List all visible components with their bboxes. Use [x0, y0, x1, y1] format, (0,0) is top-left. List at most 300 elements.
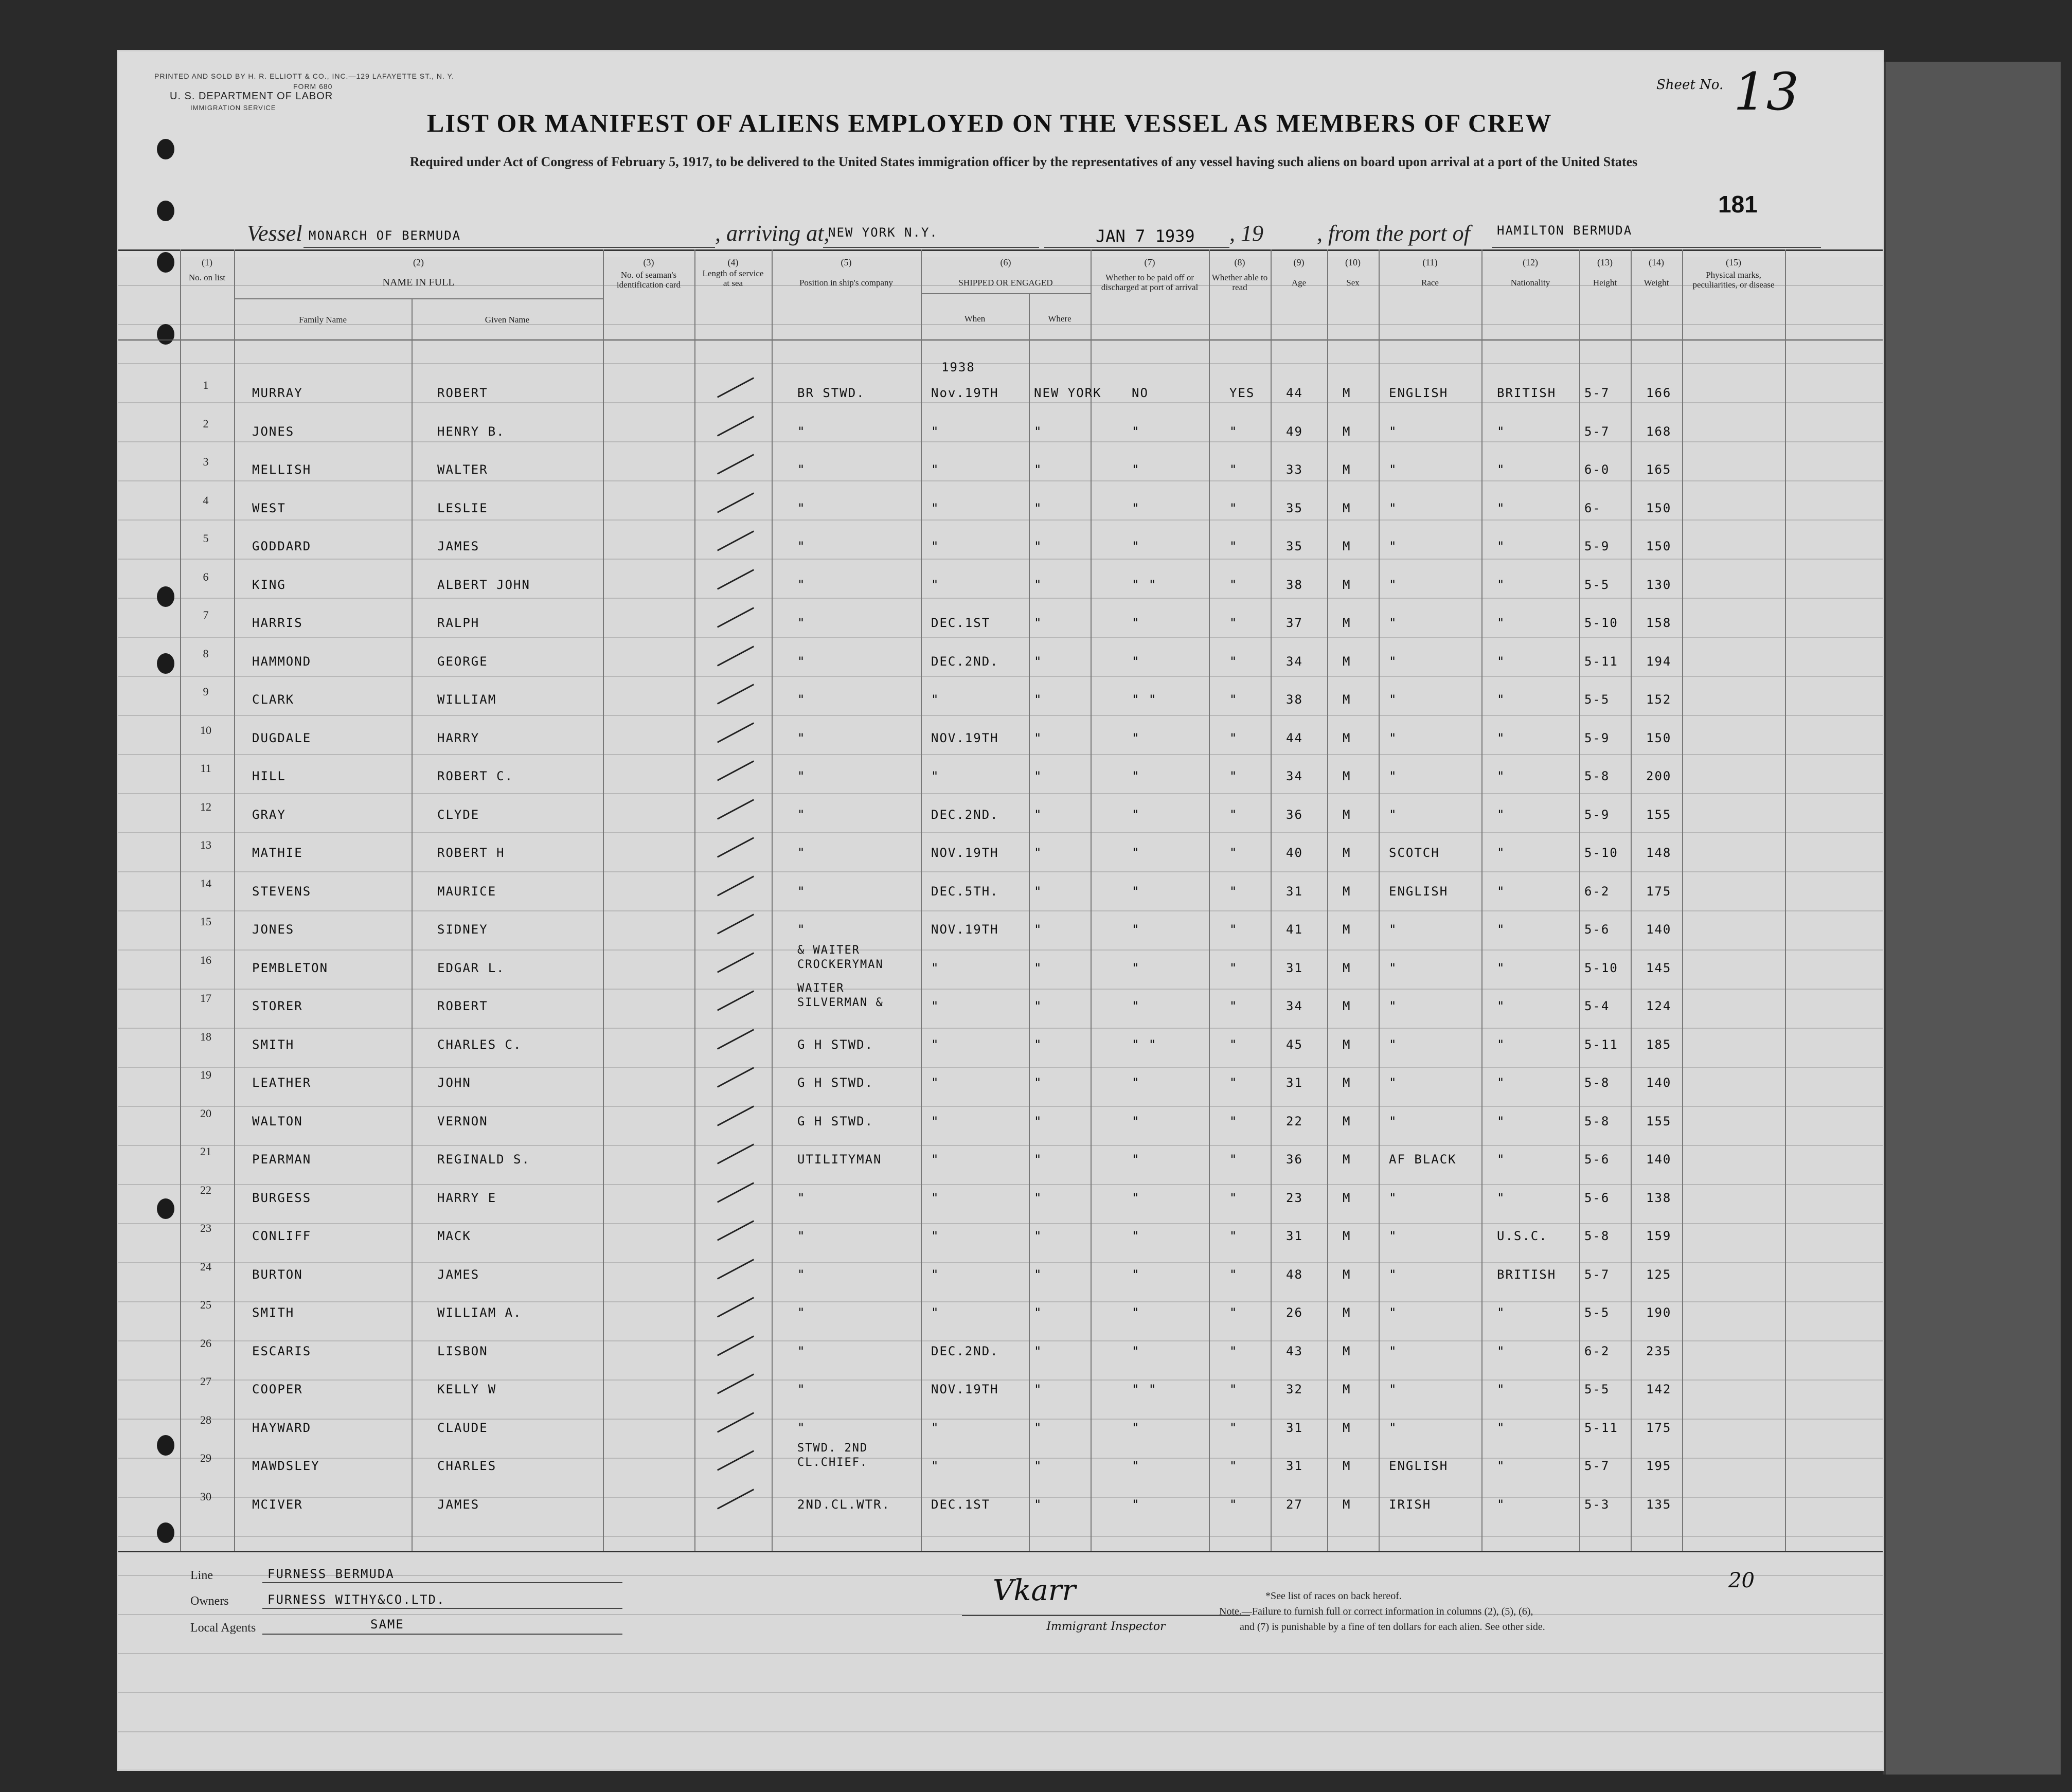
row-number: 12 [200, 800, 211, 813]
vessel-name: MONARCH OF BERMUDA [309, 228, 461, 243]
col-divider [1271, 249, 1272, 1551]
sex-cell: M [1343, 1305, 1351, 1320]
age-cell: 33 [1286, 462, 1303, 477]
service-checkmark [717, 454, 754, 474]
paid-off-cell: " " [1132, 577, 1157, 592]
age-cell: 40 [1286, 846, 1303, 860]
col-header-paid-off: Whether to be paid off or discharged at port of arrival [1101, 273, 1199, 292]
row-number: 22 [200, 1183, 211, 1196]
binder-hole [157, 139, 174, 159]
shipped-when-cell: DEC.2ND. [931, 807, 999, 822]
paid-off-cell: " " [1132, 1037, 1157, 1052]
given-name-cell: CLYDE [437, 807, 480, 822]
family-name-cell: CONLIFF [252, 1229, 312, 1243]
paid-off-cell: " " [1132, 692, 1157, 707]
race-cell: " [1389, 1076, 1398, 1090]
nationality-cell: " [1497, 1420, 1506, 1435]
height-cell: 5-10 [1584, 616, 1618, 630]
weight-cell: 194 [1646, 654, 1672, 669]
col-divider [1682, 249, 1683, 1551]
able-read-cell: " [1229, 1037, 1238, 1052]
able-read-cell: " [1229, 616, 1238, 630]
position-cell: " [797, 1229, 806, 1243]
family-name-cell: ESCARIS [252, 1343, 312, 1358]
inspector-signature: Vkarr [993, 1574, 1076, 1607]
row-number: 10 [200, 723, 211, 737]
col-header-height: Height [1593, 278, 1617, 288]
race-cell: " [1389, 1190, 1398, 1205]
row-number: 21 [200, 1145, 211, 1158]
weight-cell: 130 [1646, 577, 1672, 592]
shipped-where-cell: " [1034, 1152, 1043, 1167]
family-name-cell: BURTON [252, 1267, 303, 1282]
age-cell: 31 [1286, 1459, 1303, 1473]
race-cell: " [1389, 692, 1398, 707]
height-cell: 5-9 [1584, 539, 1610, 553]
col-header-seaman-card: No. of seaman's identification card [616, 270, 681, 290]
row-number: 27 [200, 1375, 211, 1388]
shipped-when-cell: NOV.19TH [931, 1382, 999, 1396]
inspector-label: Immigrant Inspector [1046, 1620, 1166, 1633]
column-number: (5) [841, 257, 852, 267]
able-read-cell: " [1229, 577, 1238, 592]
from-port-label: , from the port of [1317, 221, 1470, 246]
given-name-cell: CHARLES C. [437, 1037, 522, 1052]
weight-cell: 150 [1646, 730, 1672, 745]
service-checkmark [717, 952, 754, 973]
family-name-cell: JONES [252, 922, 295, 937]
height-cell: 5-5 [1584, 1382, 1610, 1396]
given-name-cell: JAMES [437, 539, 480, 553]
shipped-when-cell: NOV.19TH [931, 730, 999, 745]
service-checkmark [717, 1297, 754, 1317]
paid-off-cell: " [1132, 846, 1140, 860]
nationality-cell: " [1497, 1343, 1506, 1358]
row-number: 16 [200, 953, 211, 966]
paid-off-cell: " [1132, 730, 1140, 745]
nationality-cell: " [1497, 539, 1506, 553]
col-header-name: NAME IN FULL [382, 277, 455, 288]
service-checkmark [717, 913, 754, 934]
sex-cell: M [1343, 577, 1351, 592]
given-name-cell: WALTER [437, 462, 488, 477]
able-read-cell: " [1229, 1229, 1238, 1243]
height-cell: 5-5 [1584, 692, 1610, 707]
shipped-when-cell: DEC.1ST [931, 616, 991, 630]
service-checkmark [717, 799, 754, 819]
family-name-cell: WALTON [252, 1114, 303, 1128]
nationality-cell: " [1497, 769, 1506, 783]
race-cell: " [1389, 500, 1398, 515]
col-header-age: Age [1291, 278, 1307, 288]
able-read-cell: " [1229, 1152, 1238, 1167]
col-divider [1327, 249, 1328, 1551]
col-header-service: Length of service at sea [702, 268, 764, 288]
row-number: 17 [200, 992, 211, 1005]
shipped-where-cell: " [1034, 884, 1043, 899]
given-name-cell: KELLY W [437, 1382, 497, 1396]
nationality-cell: BRITISH [1497, 386, 1557, 400]
arrival-date: JAN 7 1939 [1096, 226, 1195, 246]
nationality-cell: " [1497, 846, 1506, 860]
shipped-when-cell: " [931, 424, 940, 439]
shipped-when-cell: " [931, 1076, 940, 1090]
shipped-where-cell: " [1034, 577, 1043, 592]
height-cell: 6-2 [1584, 1343, 1610, 1358]
shipped-when-cell: " [931, 1037, 940, 1052]
family-name-cell: MATHIE [252, 846, 303, 860]
service-checkmark [717, 1259, 754, 1279]
nationality-cell: " [1497, 1076, 1506, 1090]
race-cell: " [1389, 922, 1398, 937]
weight-cell: 175 [1646, 1420, 1672, 1435]
column-number: (9) [1293, 257, 1305, 267]
arriving-label: , arriving at, [715, 221, 830, 246]
height-cell: 5-5 [1584, 1305, 1610, 1320]
height-cell: 5-9 [1584, 730, 1610, 745]
service-name: IMMIGRATION SERVICE [190, 104, 276, 112]
col-divider [921, 249, 922, 1551]
row-number: 25 [200, 1298, 211, 1311]
paid-off-cell: NO [1132, 386, 1149, 400]
shipped-where-cell: " [1034, 692, 1043, 707]
shipped-when-cell: DEC.1ST [931, 1497, 991, 1512]
given-name-cell: ROBERT [437, 386, 488, 400]
col-divider [1379, 249, 1380, 1551]
age-cell: 31 [1286, 884, 1303, 899]
able-read-cell: " [1229, 730, 1238, 745]
height-cell: 6-2 [1584, 884, 1610, 899]
row-number: 15 [200, 915, 211, 928]
col-header-sex: Sex [1346, 278, 1360, 288]
weight-cell: 125 [1646, 1267, 1672, 1282]
given-name-cell: CLAUDE [437, 1420, 488, 1435]
height-cell: 5-3 [1584, 1497, 1610, 1512]
shipped-when-cell: " [931, 1267, 940, 1282]
sex-cell: M [1343, 730, 1351, 745]
position-cell: " [797, 1343, 806, 1358]
col-header-physical: Physical marks, peculiarities, or disease [1692, 270, 1775, 290]
line-value: FURNESS BERMUDA [267, 1567, 395, 1581]
position-cell: " [797, 500, 806, 515]
service-checkmark [717, 1335, 754, 1356]
row-number: 19 [200, 1068, 211, 1081]
shipped-sub-rule [921, 293, 1091, 294]
nationality-cell: " [1497, 730, 1506, 745]
sex-cell: M [1343, 1076, 1351, 1090]
paid-off-cell: " [1132, 1305, 1140, 1320]
fine-note: and (7) is punishable by a fine of ten dollars for each alien. See other side. [1240, 1621, 1545, 1633]
family-name-cell: CLARK [252, 692, 295, 707]
position-cell: WAITER SILVERMAN & [797, 982, 884, 1009]
sex-cell: M [1343, 960, 1351, 975]
shipped-where-cell: " [1034, 654, 1043, 669]
arriving-underline [823, 247, 1039, 248]
paid-off-cell: " " [1132, 1382, 1157, 1396]
age-cell: 27 [1286, 1497, 1303, 1512]
given-name-cell: ALBERT JOHN [437, 577, 530, 592]
height-cell: 5-7 [1584, 1267, 1610, 1282]
sex-cell: M [1343, 922, 1351, 937]
weight-cell: 150 [1646, 500, 1672, 515]
weight-cell: 155 [1646, 807, 1672, 822]
sex-cell: M [1343, 1459, 1351, 1473]
from-port: HAMILTON BERMUDA [1497, 223, 1633, 238]
col-header-position: Position in ship's company [799, 278, 894, 288]
able-read-cell: " [1229, 1305, 1238, 1320]
page-subtitle: Required under Act of Congress of February 5, 1917, to be delivered to the United States immigration officer by the representatives of any vessel having such aliens on board upon arrival at a port of the United States [409, 154, 1638, 169]
position-cell: " [797, 769, 806, 783]
binder-hole [157, 201, 174, 221]
col-header-read: Whether able to read [1211, 273, 1268, 292]
paid-off-cell: " [1132, 1459, 1140, 1473]
height-cell: 5-6 [1584, 1152, 1610, 1167]
weight-cell: 140 [1646, 922, 1672, 937]
able-read-cell: " [1229, 1267, 1238, 1282]
height-cell: 5-10 [1584, 960, 1618, 975]
position-cell: " [797, 692, 806, 707]
shipped-when-cell: " [931, 577, 940, 592]
paid-off-cell: " [1132, 424, 1140, 439]
paid-off-cell: " [1132, 999, 1140, 1013]
race-cell: " [1389, 999, 1398, 1013]
weight-cell: 148 [1646, 846, 1672, 860]
shipped-where-cell: " [1034, 846, 1043, 860]
shipped-where-cell: " [1034, 1382, 1043, 1396]
nationality-cell: " [1497, 692, 1506, 707]
row-number: 24 [200, 1260, 211, 1273]
given-name-cell: HENRY B. [437, 424, 505, 439]
family-name-cell: STORER [252, 999, 303, 1013]
service-checkmark [717, 684, 754, 704]
race-cell: " [1389, 807, 1398, 822]
paid-off-cell: " [1132, 1497, 1140, 1512]
binder-hole [157, 1435, 174, 1456]
race-cell: " [1389, 654, 1398, 669]
race-cell: " [1389, 1229, 1398, 1243]
race-cell: " [1389, 1267, 1398, 1282]
family-name-cell: COOPER [252, 1382, 303, 1396]
service-checkmark [717, 1220, 754, 1241]
arriving-port: NEW YORK N.Y. [828, 225, 938, 240]
service-checkmark [717, 1182, 754, 1203]
printer-line: PRINTED AND SOLD BY H. R. ELLIOTT & CO., INC.—129 LAFAYETTE ST., N. Y. [154, 72, 454, 80]
service-checkmark [717, 837, 754, 857]
race-cell: ENGLISH [1389, 1459, 1449, 1473]
family-name-cell: MURRAY [252, 386, 303, 400]
age-cell: 31 [1286, 1420, 1303, 1435]
name-sub-rule [234, 298, 603, 299]
age-cell: 45 [1286, 1037, 1303, 1052]
binder-hole [157, 653, 174, 674]
height-cell: 5-11 [1584, 1420, 1618, 1435]
service-checkmark [717, 1450, 754, 1471]
able-read-cell: " [1229, 1459, 1238, 1473]
col-header-family: Family Name [298, 315, 347, 325]
col-divider [234, 249, 235, 1551]
able-read-cell: " [1229, 1382, 1238, 1396]
service-checkmark [717, 377, 754, 398]
manifest-sheet [118, 51, 1883, 1769]
family-name-cell: KING [252, 577, 286, 592]
row-number: 23 [200, 1222, 211, 1234]
paid-off-cell: " [1132, 1152, 1140, 1167]
shipped-where-cell: " [1034, 1267, 1043, 1282]
col-divider [412, 298, 413, 1551]
given-name-cell: JOHN [437, 1076, 471, 1090]
binder-hole [157, 586, 174, 607]
position-cell: " [797, 846, 806, 860]
col-divider [1029, 293, 1030, 1551]
age-cell: 23 [1286, 1190, 1303, 1205]
weight-cell: 190 [1646, 1305, 1672, 1320]
shipped-where-cell: " [1034, 730, 1043, 745]
position-cell: " [797, 616, 806, 630]
vessel-underline [303, 247, 715, 248]
given-name-cell: CHARLES [437, 1459, 497, 1473]
nationality-cell: BRITISH [1497, 1267, 1557, 1282]
height-cell: 5-7 [1584, 386, 1610, 400]
nationality-cell: " [1497, 1190, 1506, 1205]
given-name-cell: RALPH [437, 616, 480, 630]
sex-cell: M [1343, 462, 1351, 477]
height-cell: 5-9 [1584, 807, 1610, 822]
position-cell: " [797, 1190, 806, 1205]
sex-cell: M [1343, 539, 1351, 553]
family-name-cell: JONES [252, 424, 295, 439]
service-checkmark [717, 646, 754, 666]
position-cell: STWD. 2ND CL.CHIEF. [797, 1442, 868, 1469]
col-divider [1091, 249, 1092, 1551]
paid-off-cell: " [1132, 769, 1140, 783]
race-cell: " [1389, 1305, 1398, 1320]
shipped-when-cell: DEC.5TH. [931, 884, 999, 899]
row-number: 7 [203, 608, 209, 621]
service-checkmark [717, 1373, 754, 1394]
position-cell: " [797, 539, 806, 553]
paid-off-cell: " [1132, 616, 1140, 630]
shipped-when-cell: " [931, 1420, 940, 1435]
shipped-where-cell: " [1034, 1305, 1043, 1320]
shipped-where-cell: " [1034, 1190, 1043, 1205]
shipped-where-cell: " [1034, 1037, 1043, 1052]
signature-line [962, 1615, 1250, 1616]
family-name-cell: DUGDALE [252, 730, 312, 745]
weight-cell: 175 [1646, 884, 1672, 899]
row-number: 3 [203, 455, 209, 468]
paid-off-cell: " [1132, 1190, 1140, 1205]
paid-off-cell: " [1132, 1343, 1140, 1358]
position-cell: " [797, 730, 806, 745]
paid-off-cell: " [1132, 654, 1140, 669]
position-cell: " [797, 577, 806, 592]
age-cell: 48 [1286, 1267, 1303, 1282]
able-read-cell: YES [1229, 386, 1255, 400]
nationality-cell: " [1497, 500, 1506, 515]
shipped-where-cell: " [1034, 769, 1043, 783]
failure-note: Note.—Failure to furnish full or correct information in columns (2), (5), (6), [1219, 1606, 1533, 1617]
nationality-cell: " [1497, 1497, 1506, 1512]
margin-mark: 20 [1728, 1569, 1755, 1592]
paid-off-cell: " [1132, 1267, 1140, 1282]
height-cell: 5-10 [1584, 846, 1618, 860]
col-divider [1785, 249, 1786, 1551]
row-number: 2 [203, 417, 209, 430]
nationality-cell: " [1497, 424, 1506, 439]
agents-label: Local Agents [190, 1621, 256, 1635]
column-number: (1) [202, 257, 212, 267]
sex-cell: M [1343, 616, 1351, 630]
service-checkmark [717, 1489, 754, 1509]
column-number: (6) [1000, 257, 1011, 267]
shipped-where-cell: " [1034, 616, 1043, 630]
able-read-cell: " [1229, 500, 1238, 515]
shipped-when-cell: " [931, 1459, 940, 1473]
family-name-cell: HAYWARD [252, 1420, 312, 1435]
weight-cell: 140 [1646, 1076, 1672, 1090]
shipped-where-cell: " [1034, 922, 1043, 937]
row-number: 1 [203, 379, 209, 391]
service-checkmark [717, 1143, 754, 1164]
shipped-where-cell: " [1034, 1343, 1043, 1358]
row-number: 4 [203, 493, 209, 507]
column-number: (12) [1523, 257, 1538, 267]
sheet-number: 13 [1734, 62, 1799, 122]
race-cell: ENGLISH [1389, 386, 1449, 400]
paid-off-cell: " [1132, 462, 1140, 477]
col-header-weight: Weight [1644, 278, 1669, 288]
races-note: *See list of races on back hereof. [1265, 1590, 1402, 1602]
able-read-cell: " [1229, 1190, 1238, 1205]
row-number: 30 [200, 1490, 211, 1503]
age-cell: 37 [1286, 616, 1303, 630]
family-name-cell: MCIVER [252, 1497, 303, 1512]
col-header-race: Race [1421, 278, 1439, 288]
column-number: (13) [1597, 257, 1613, 267]
sheet-no-label: Sheet No. [1656, 77, 1724, 93]
line-label: Line [190, 1569, 213, 1582]
year-note: 1938 [941, 360, 975, 374]
age-cell: 35 [1286, 539, 1303, 553]
nationality-cell: " [1497, 1037, 1506, 1052]
able-read-cell: " [1229, 654, 1238, 669]
age-cell: 34 [1286, 999, 1303, 1013]
service-checkmark [717, 1412, 754, 1432]
service-checkmark [717, 530, 754, 551]
shipped-when-cell: DEC.2ND. [931, 1343, 999, 1358]
shipped-where-cell: " [1034, 1420, 1043, 1435]
height-cell: 5-8 [1584, 1229, 1610, 1243]
paid-off-cell: " [1132, 807, 1140, 822]
height-cell: 6- [1584, 500, 1601, 515]
nationality-cell: " [1497, 960, 1506, 975]
position-cell: 2ND.CL.WTR. [797, 1497, 890, 1512]
shipped-when-cell: NOV.19TH [931, 846, 999, 860]
weight-cell: 150 [1646, 539, 1672, 553]
service-checkmark [717, 760, 754, 781]
height-cell: 5-6 [1584, 1190, 1610, 1205]
shipped-when-cell: NOV.19TH [931, 922, 999, 937]
shipped-when-cell: " [931, 999, 940, 1013]
able-read-cell: " [1229, 462, 1238, 477]
race-cell: " [1389, 462, 1398, 477]
column-number: (10) [1345, 257, 1361, 267]
nationality-cell: " [1497, 616, 1506, 630]
family-name-cell: LEATHER [252, 1076, 312, 1090]
given-name-cell: HARRY [437, 730, 480, 745]
paid-off-cell: " [1132, 960, 1140, 975]
age-cell: 26 [1286, 1305, 1303, 1320]
